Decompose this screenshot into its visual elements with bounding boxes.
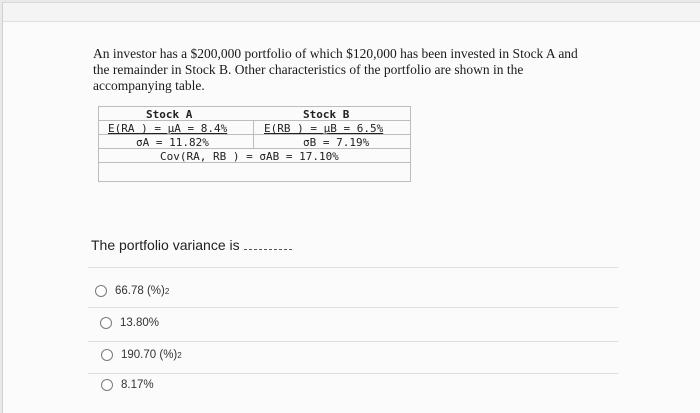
question-text: An investor has a $200,000 portfolio of which $120,000 has been invested in Stock A and the remainder in Stock B. Other characteristics of the portfolio are shown in the accompanying table. (93, 46, 578, 93)
radio-button[interactable] (101, 379, 113, 391)
top-strip (3, 3, 700, 22)
header-stock-a: Stock A (146, 108, 193, 121)
portfolio-table (98, 106, 411, 181)
radio-button[interactable] (95, 285, 107, 297)
expected-return-a: E(RA ) = μA = 8.4% (108, 122, 228, 135)
question-card (2, 2, 700, 413)
option-label: 66.78 (%) (115, 285, 165, 297)
option-4[interactable] (101, 379, 154, 391)
divider (88, 267, 618, 268)
answer-blank (244, 239, 292, 250)
option-2[interactable] (100, 317, 159, 329)
option-exponent: 2 (164, 286, 170, 296)
option-label: 8.17% (121, 379, 154, 391)
std-dev-a: σA = 11.82% (136, 136, 209, 149)
option-3[interactable] (101, 349, 182, 361)
option-label: 13.80% (120, 317, 160, 329)
divider (88, 373, 618, 374)
option-1[interactable] (95, 285, 169, 297)
header-stock-b: Stock B (303, 108, 350, 121)
option-exponent: 2 (177, 350, 182, 360)
divider (88, 307, 618, 308)
option-label: 190.70 (%) (121, 349, 178, 361)
prompt-text: The portfolio variance is (91, 237, 240, 253)
prompt (91, 237, 292, 253)
radio-button[interactable] (100, 317, 112, 329)
radio-button[interactable] (101, 349, 113, 361)
divider (88, 341, 618, 342)
covariance: Cov(RA, RB ) = σAB = 17.10% (160, 150, 339, 163)
std-dev-b: σB = 7.19% (303, 136, 370, 149)
expected-return-b: E(RB ) = μB = 6.5% (264, 122, 384, 135)
